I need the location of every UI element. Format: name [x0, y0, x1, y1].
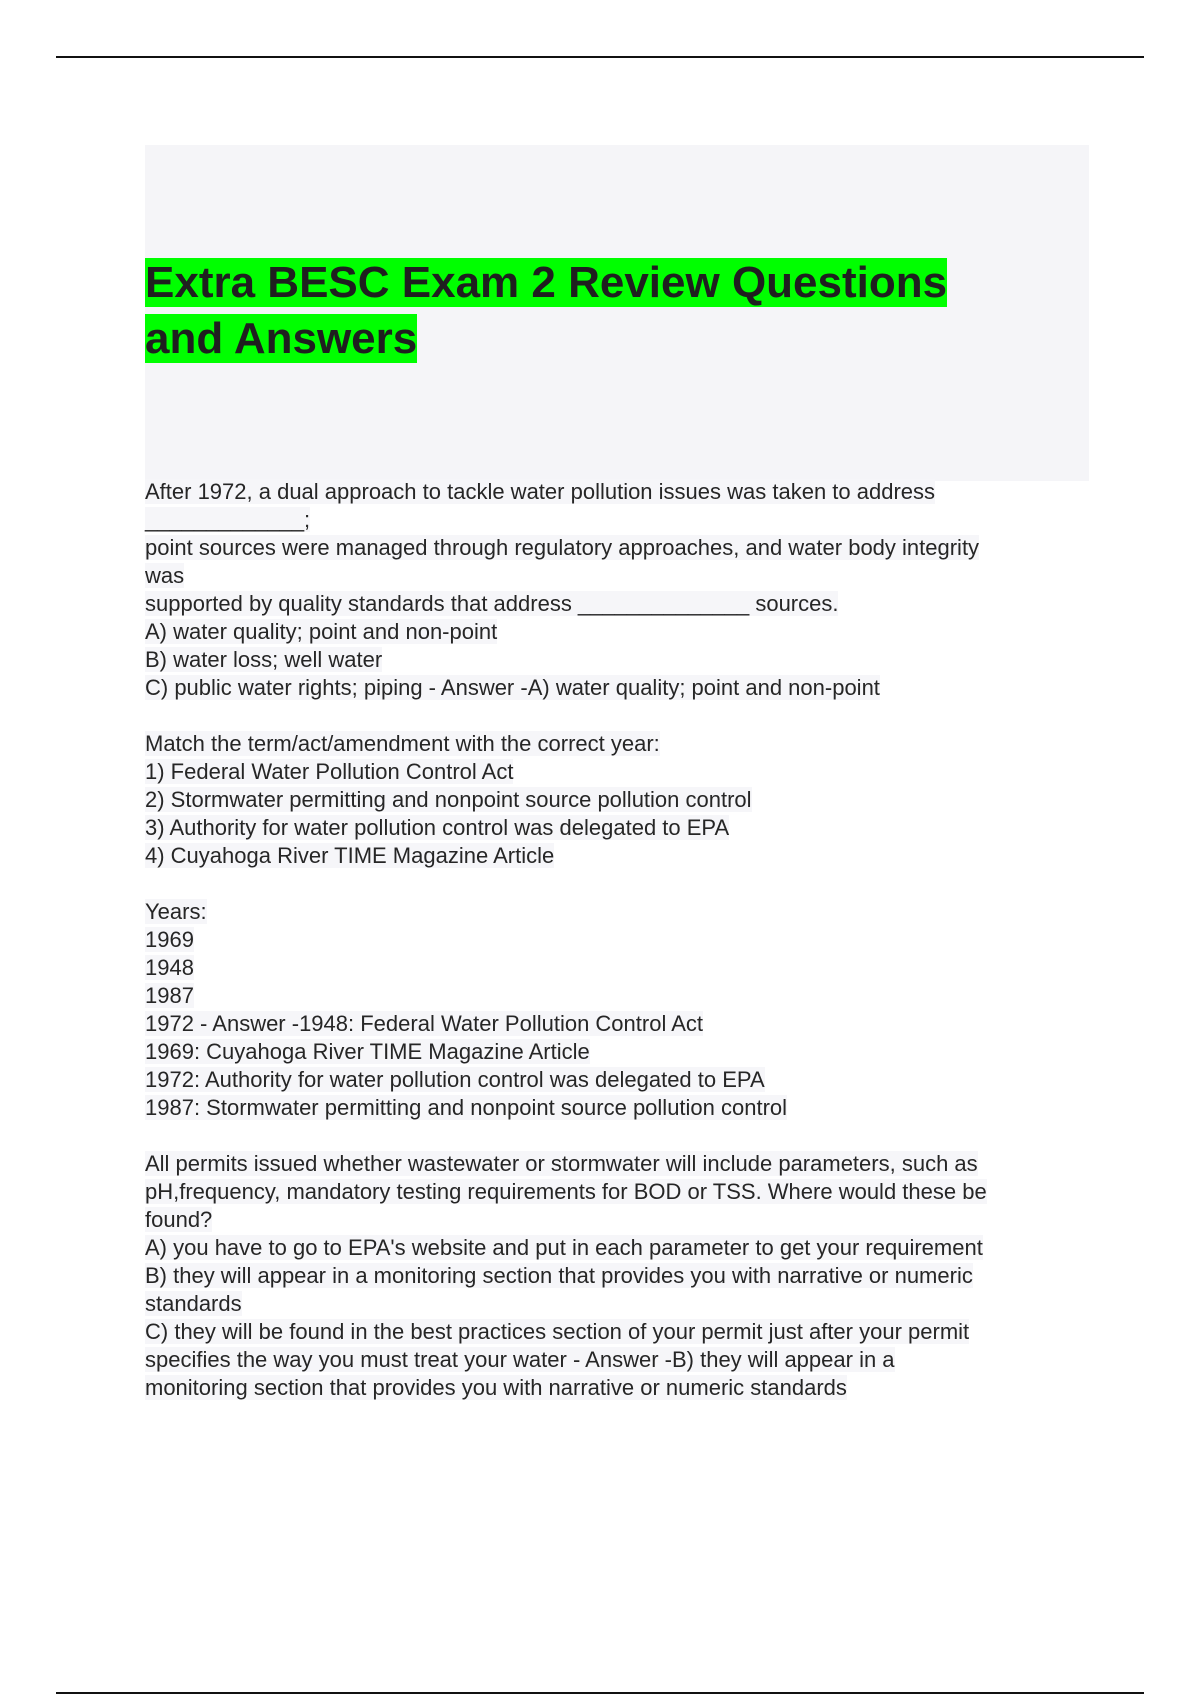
text-span: 1) Federal Water Pollution Control Act [145, 759, 514, 784]
page-bottom-rule [56, 1692, 1144, 1694]
text-span: C) public water rights; piping - Answer -A) water quality; point and non-point [145, 675, 880, 700]
text-span: 1987 [145, 983, 194, 1008]
spacer [145, 1122, 1085, 1150]
text-line [145, 506, 1085, 534]
text-span: monitoring section that provides you with narrative or numeric standards [145, 1375, 847, 1400]
text-line [145, 1206, 1085, 1234]
text-span: 1969: Cuyahoga River TIME Magazine Article [145, 1039, 590, 1064]
text-span: 1987: Stormwater permitting and nonpoint source pollution control [145, 1095, 788, 1120]
option-c [145, 1318, 1085, 1346]
text-span: _____________; [145, 507, 311, 532]
text-span: B) water loss; well water [145, 647, 383, 672]
text-span: 2) Stormwater permitting and nonpoint source pollution control [145, 787, 752, 812]
question-2-years [145, 898, 1085, 1122]
text-line [145, 562, 1085, 590]
list-item [145, 1066, 1085, 1094]
text-span: Match the term/act/amendment with the correct year: [145, 731, 660, 756]
list-item [145, 786, 1085, 814]
text-span: standards [145, 1291, 242, 1316]
text-line [145, 1178, 1085, 1206]
list-item [145, 982, 1085, 1010]
text-line [145, 534, 1085, 562]
text-line [145, 1290, 1085, 1318]
spacer [145, 870, 1085, 898]
text-line [145, 730, 1085, 758]
question-2 [145, 730, 1085, 870]
option-a [145, 1234, 1085, 1262]
list-item [145, 926, 1085, 954]
text-line [145, 590, 1085, 618]
spacer [145, 702, 1085, 730]
text-span: All permits issued whether wastewater or stormwater will include parameters, such as [145, 1151, 978, 1176]
question-1 [145, 478, 1085, 702]
option-a [145, 618, 1085, 646]
list-item [145, 1038, 1085, 1066]
list-item [145, 758, 1085, 786]
text-span: C) they will be found in the best practices section of your permit just after your permit [145, 1319, 970, 1344]
title-line-1: Extra BESC Exam 2 Review Questions [145, 258, 948, 307]
text-line [145, 1346, 1085, 1374]
text-line [145, 1150, 1085, 1178]
text-span: B) they will appear in a monitoring section that provides you with narrative or numeric [145, 1263, 973, 1288]
text-span: 3) Authority for water pollution control was delegated to EPA [145, 815, 730, 840]
text-span: A) water quality; point and non-point [145, 619, 498, 644]
text-span: 1972: Authority for water pollution control was delegated to EPA [145, 1067, 765, 1092]
text-span: 4) Cuyahoga River TIME Magazine Article [145, 843, 555, 868]
document-body [145, 478, 1085, 1402]
text-span: After 1972, a dual approach to tackle water pollution issues was taken to address [145, 479, 936, 504]
option-c-answer [145, 674, 1085, 702]
option-b [145, 1262, 1085, 1290]
list-item [145, 1094, 1085, 1122]
text-span: 1948 [145, 955, 194, 980]
text-line [145, 1374, 1085, 1402]
text-span: A) you have to go to EPA's website and put in each parameter to get your requirement [145, 1235, 983, 1260]
list-item [145, 814, 1085, 842]
text-span: 1969 [145, 927, 194, 952]
text-span: pH,frequency, mandatory testing requirements for BOD or TSS. Where would these be [145, 1179, 987, 1204]
text-span: point sources were managed through regulatory approaches, and water body integrity [145, 535, 980, 560]
text-span: found? [145, 1207, 213, 1232]
text-span: 1972 - Answer -1948: Federal Water Pollution Control Act [145, 1011, 704, 1036]
text-span: Years: [145, 899, 207, 924]
question-3 [145, 1150, 1085, 1402]
document-title [145, 255, 1045, 367]
text-span: specifies the way you must treat your water - Answer -B) they will appear in a [145, 1347, 895, 1372]
text-line [145, 898, 1085, 926]
text-span: supported by quality standards that address ______________ sources. [145, 591, 839, 616]
text-span: was [145, 563, 185, 588]
page-top-rule [56, 56, 1144, 58]
title-line-2: and Answers [145, 314, 418, 363]
list-item [145, 954, 1085, 982]
list-item [145, 842, 1085, 870]
option-b [145, 646, 1085, 674]
text-line [145, 478, 1085, 506]
list-item [145, 1010, 1085, 1038]
